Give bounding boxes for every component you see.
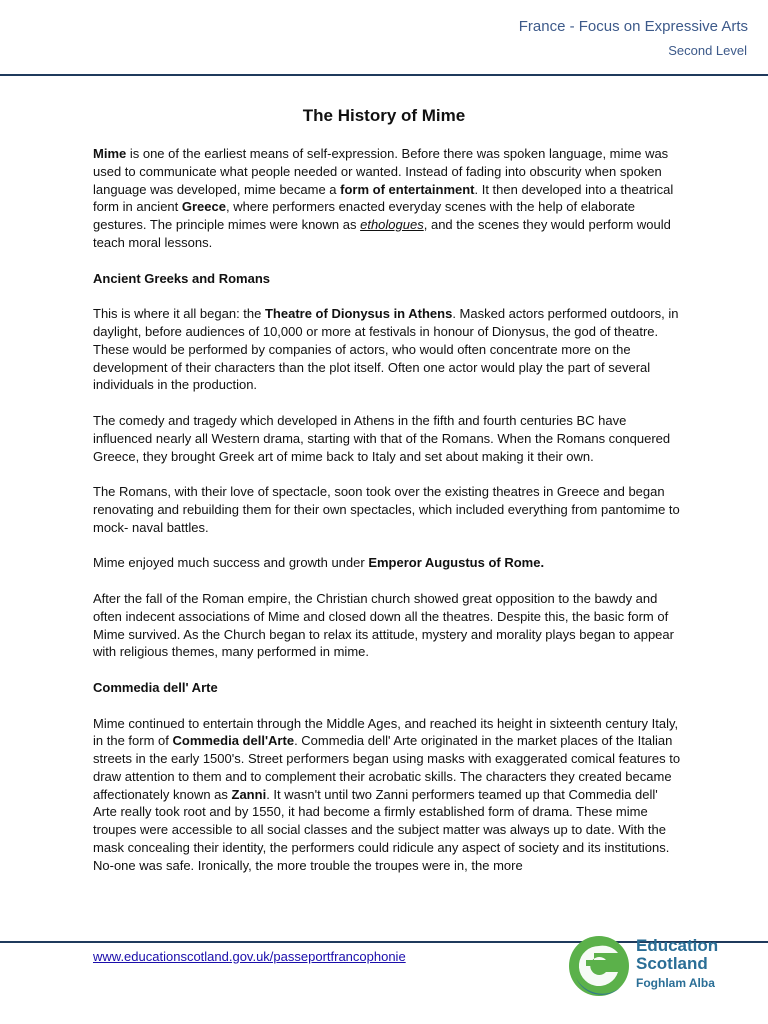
header-rule [0,74,768,76]
document-title: The History of Mime [302,106,466,125]
section-heading-greeks-romans: Ancient Greeks and Romans [93,270,270,286]
intro-mime-term: Mime [93,146,127,161]
header-title: France - Focus on Expressive Arts [518,18,748,35]
paragraph: Mime continued to entertain through the Middle Ages, and reached its height in sixteenth century Italy, in the form of Commedia dell'Arte. Commedia dell' Arte originated in the market places of the Italian streets in the early 1500's. Street performers began using masks with exaggerated comical features to draw attention to them and to complement their acrobatic skills. The characters they created became affectionately known as Zanni. It wasn't until two Zanni performers teamed up that Commedia dell' Arte really took root and by 1550, it had become a firmly established form of drama. These mime troupes were accessible to all social classes and the subject matter was always up to date. With the mask concealing their identity, the performers could ridicule any aspect of society and its institutions. No-one was safe. Ironically, the more trouble the troupes were in, the more [93,715,681,873]
paragraph: Mime enjoyed much success and growth under Emperor Augustus of Rome. [93,555,545,571]
section-heading-commedia: Commedia dell' Arte [93,679,218,695]
footer-website-link[interactable]: www.educationscotland.gov.uk/passeportfrancophonie [93,949,406,964]
paragraph: The Romans, with their love of spectacle, soon took over the existing theatres in Greece and began renovating and rebuilding them for their own spectacles, which included everything from pantomime to mock- naval battles. [93,484,680,535]
ethologues-term: ethologues [360,217,424,233]
header-subtitle: Second Level [668,43,747,58]
paragraph: This is where it all began: the Theatre of Dionysus in Athens. Masked actors performed outdoors, in daylight, before audiences of 10,000 or more at festivals in honour of Dionysus, the god of theatre. These would be performed by companies of actors, who would often concentrate more on the development of their characters than the plot itself. Often one actor would play the part of several individuals in the production. [93,306,679,393]
intro-paragraph: Mime is one of the earliest means of self-expression. Before there was spoken language, mime was used to communicate what people needed or wanted. Instead of fading into obscurity when spoken language was developed, mime became a form of entertainment. It then developed into a theatrical form in ancient Greece, where performers enacted everyday scenes with the help of elaborate gestures. The principle mimes were known as ethologues, and the scenes they would perform would teach moral lessons. [93,146,674,250]
logo-text: Education Scotland Foghlam Alba [636,936,719,990]
paragraph: The comedy and tragedy which developed in Athens in the fifth and fourth centuries BC have influenced nearly all Western drama, starting with that of the Romans. When the Romans conquered Greece, they brought Greek art of mime back to Italy and set about making it their own. [93,412,671,464]
paragraph: After the fall of the Roman empire, the Christian church showed great opposition to the bawdy and often indecent associations of Mime and closed down all the theatres. Despite this, the basic form of Mime survived. As the Church began to relax its attitude, mystery and morality plays began to appear with religious themes, many performed in mime. [93,590,674,660]
document-body [93,145,683,892]
